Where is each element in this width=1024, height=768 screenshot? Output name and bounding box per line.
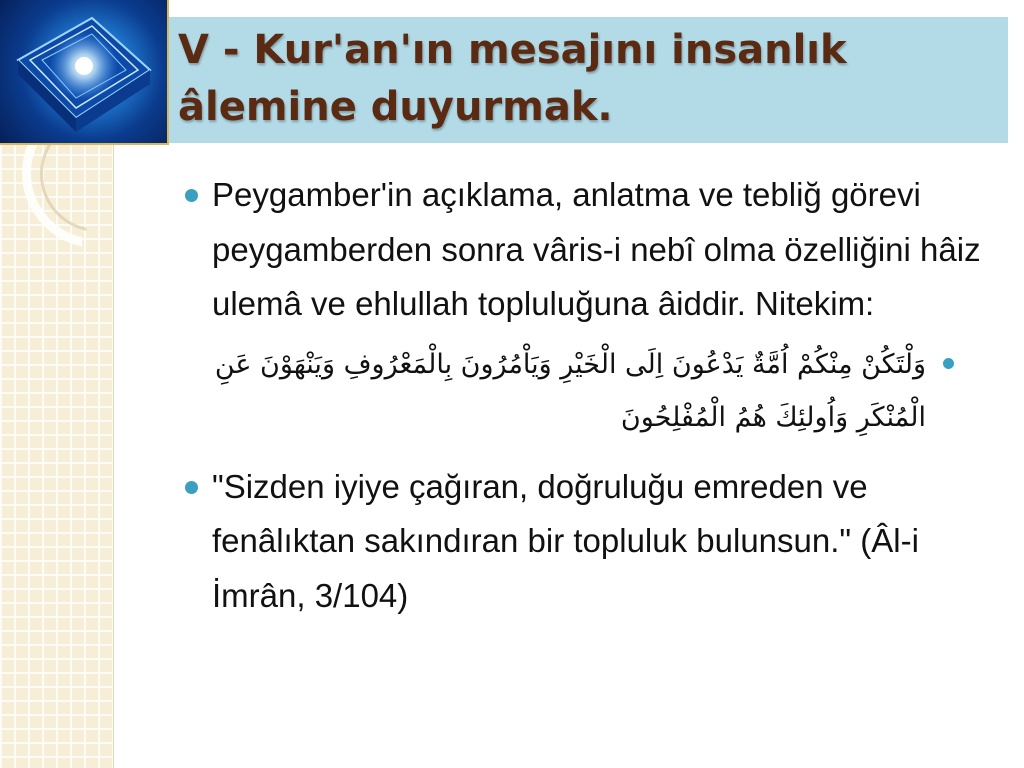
- bullet-text: "Sizden iyiye çağıran, doğruluğu emreden ve fenâlıktan sakındıran bir topluluk bulunsun." (Âl-i İmrân, 3/104): [212, 467, 919, 614]
- slide-content: [168, 168, 998, 623]
- bullet-item: [168, 460, 998, 624]
- quran-book-icon: [0, 0, 167, 143]
- bullet-dot-icon: [185, 481, 198, 494]
- bullet-dot-icon: [943, 358, 954, 369]
- bullet-dot-icon: [185, 189, 198, 202]
- arabic-verse-text: وَلْتَكُنْ مِنْكُمْ اُمَّةٌ يَدْعُونَ اِلَى الْخَيْرِ وَيَاْمُرُونَ بِالْمَعْرُوفِ وَيَنْهَوْنَ عَنِ الْمُنْكَرِ وَاُولئِكَ هُمُ الْمُفْلِحُونَ: [214, 348, 926, 433]
- bullet-text: Peygamber'in açıklama, anlatma ve tebliğ görevi peygamberden sonra vâris-i nebî olma özelliğini hâiz ulemâ ve ehlullah topluluğuna âiddir. Nitekim:: [212, 176, 981, 322]
- quran-book-image: [0, 0, 169, 145]
- bullet-item: [168, 168, 998, 332]
- arabic-verse-item: [168, 338, 968, 444]
- slide-title: V - Kur'an'ın mesajını insanlık âlemine duyurmak.: [178, 27, 847, 130]
